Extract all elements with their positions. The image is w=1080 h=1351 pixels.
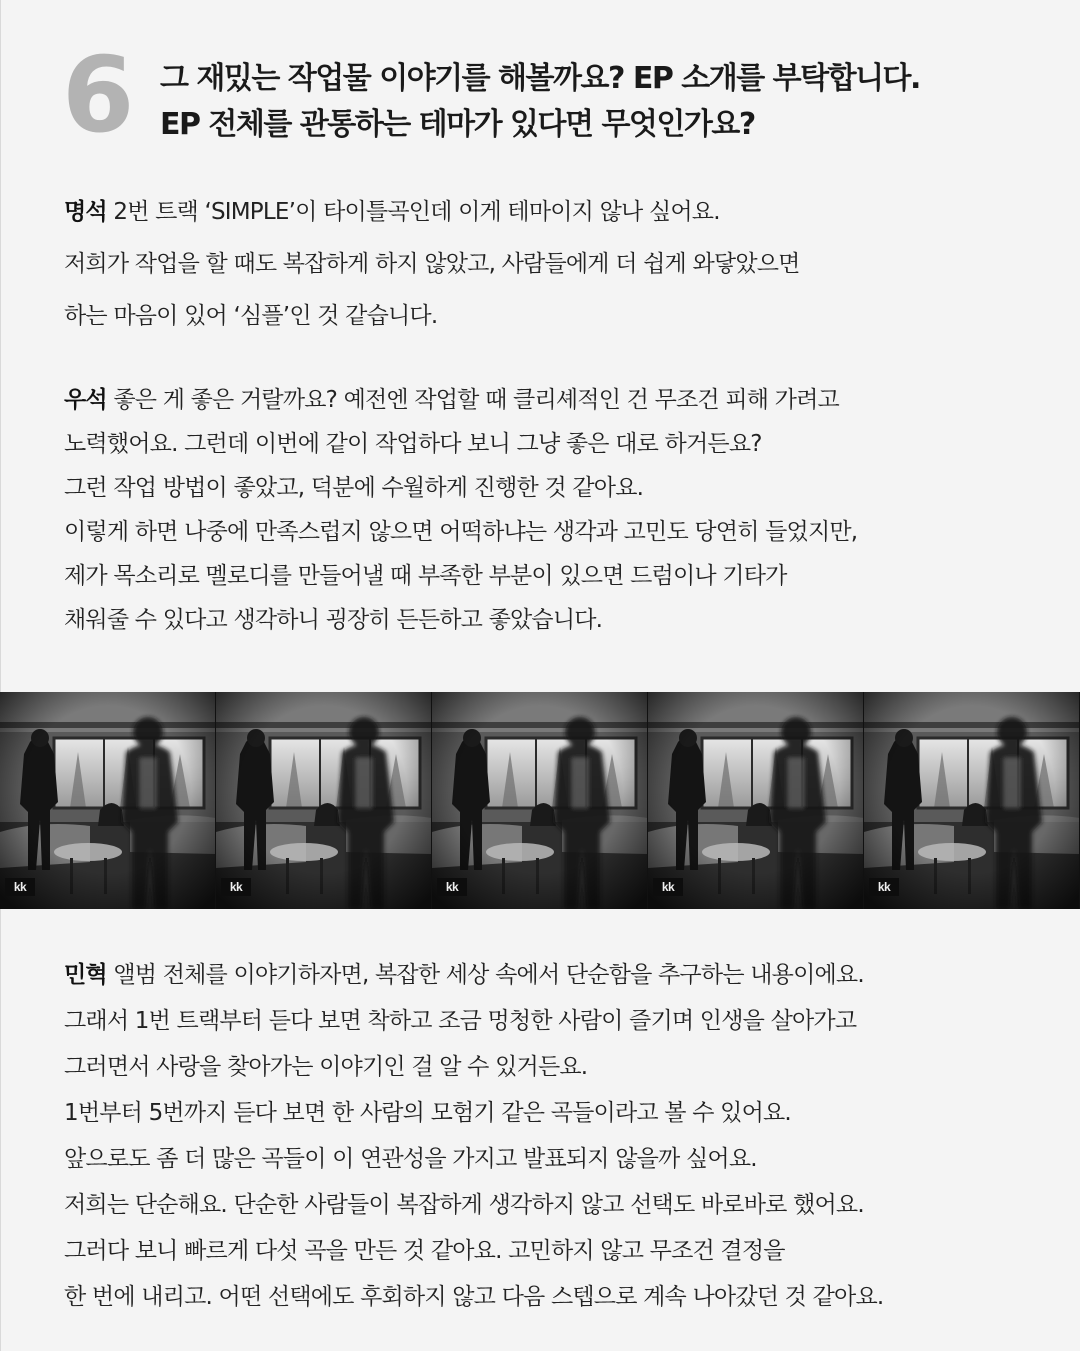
answer-text: 2번 트랙 ‘SIMPLE’이 타이틀곡인데 이게 테마이지 않나 싶어요.	[113, 199, 720, 225]
photo-frame	[216, 692, 432, 909]
answer-line: 저희가 작업을 할 때도 복잡하게 하지 않았고, 사람들에게 더 쉽게 와닿았으면	[64, 251, 800, 277]
answer-line: 이렇게 하면 나중에 만족스럽지 않으면 어떡하냐는 생각과 고민도 당연히 들었지만,	[64, 519, 858, 545]
speaker-name: 명석	[64, 199, 107, 225]
answer-line: 제가 목소리로 멜로디를 만들어낼 때 부족한 부분이 있으면 드럼이나 기타가	[64, 563, 787, 589]
question-line-1: 그 재밌는 작업물 이야기를 해볼까요? EP 소개를 부탁합니다.	[160, 61, 920, 96]
band-photo	[864, 692, 1080, 909]
answer-line: 노력했어요. 그런데 이번에 같이 작업하다 보니 그냥 좋은 대로 하거든요?	[64, 431, 762, 457]
answer-first-line	[64, 952, 1054, 998]
photo-frame	[648, 692, 864, 909]
speaker-name: 우석	[64, 387, 107, 413]
band-photo	[648, 692, 864, 909]
speaker-name: 민혁	[64, 962, 107, 988]
answer-line: 저희는 단순해요. 단순한 사람들이 복잡하게 생각하지 않고 선택도 바로바로 했어요.	[64, 1192, 864, 1218]
answer-line: 한 번에 내리고. 어떤 선택에도 후회하지 않고 다음 스텝으로 계속 나아갔던 것 같아요.	[64, 1284, 884, 1310]
band-photo	[0, 692, 216, 909]
question-number: 6	[62, 34, 131, 156]
question-line-2: EP 전체를 관통하는 테마가 있다면 무엇인가요?	[160, 107, 755, 142]
answer-text: 좋은 게 좋은 거랄까요? 예전엔 작업할 때 클리셰적인 건 무조건 피해 가려고	[113, 387, 839, 413]
answer-line: 앞으로도 좀 더 많은 곡들이 이 연관성을 가지고 발표되지 않을까 싶어요.	[64, 1146, 757, 1172]
answer-line: 그러면서 사랑을 찾아가는 이야기인 걸 알 수 있거든요.	[64, 1054, 588, 1080]
answer-line: 하는 마음이 있어 ‘심플’인 것 같습니다.	[64, 303, 438, 329]
answer-text: 앨범 전체를 이야기하자면, 복잡한 세상 속에서 단순함을 추구하는 내용이에요.	[113, 962, 864, 988]
photo-frame	[864, 692, 1080, 909]
answer-minhyuk	[64, 952, 1054, 1320]
page-edge-divider	[0, 0, 1, 1351]
kk-logo: kk	[437, 878, 467, 896]
answer-line: 그런 작업 방법이 좋았고, 덕분에 수월하게 진행한 것 같아요.	[64, 475, 644, 501]
answer-first-line	[64, 378, 1054, 422]
photo-frame	[432, 692, 648, 909]
answer-line: 그래서 1번 트랙부터 듣다 보면 착하고 조금 멍청한 사람이 즐기며 인생을 살아가고	[64, 1008, 857, 1034]
kk-logo: kk	[5, 878, 35, 896]
kk-logo: kk	[869, 878, 899, 896]
answer-line: 채워줄 수 있다고 생각하니 굉장히 든든하고 좋았습니다.	[64, 607, 603, 633]
answer-first-line	[64, 192, 1054, 232]
photo-strip	[0, 692, 1080, 909]
answer-wooseok	[64, 378, 1054, 642]
kk-logo: kk	[653, 878, 683, 896]
question-heading	[160, 56, 1060, 148]
answer-myeongseok	[64, 192, 1054, 336]
answer-line: 1번부터 5번까지 듣다 보면 한 사람의 모험기 같은 곡들이라고 볼 수 있어요.	[64, 1100, 791, 1126]
photo-frame	[0, 692, 216, 909]
band-photo	[216, 692, 432, 909]
kk-logo: kk	[221, 878, 251, 896]
band-photo	[432, 692, 648, 909]
answer-line: 그러다 보니 빠르게 다섯 곡을 만든 것 같아요. 고민하지 않고 무조건 결정을	[64, 1238, 785, 1264]
